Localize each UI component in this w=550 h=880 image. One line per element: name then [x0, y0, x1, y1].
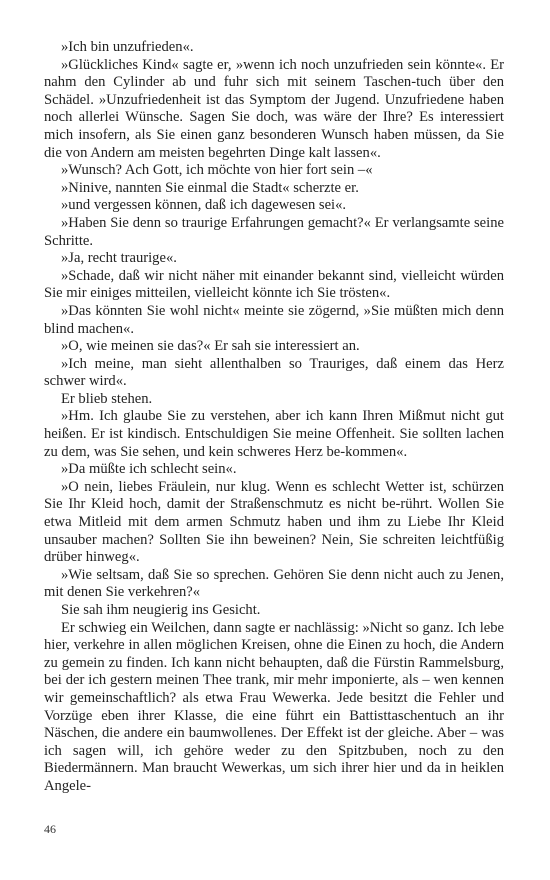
paragraph: »Ninive, nannten Sie einmal die Stadt« scherzte er.	[61, 179, 359, 196]
paragraph: »O nein, liebes Fräulein, nur klug. Wenn es schlecht Wetter ist, schürzen Sie Ihr Kleid hoch, damit der Straßenschmutz es nicht be-rührt. Wollen Sie etwa Mitleid mit dem armen Schmutz haben und ihm zu Liebe Ihr Kleid unsauber machen? Sollten Sie ihn beweinen? Nein, Sie schreiten leichtfüßig drüber hinweg«.	[44, 478, 504, 566]
paragraph: Er blieb stehen.	[61, 390, 153, 407]
paragraph: Sie sah ihm neugierig ins Gesicht.	[61, 602, 261, 618]
paragraph: »Da müßte ich schlecht sein«.	[61, 461, 237, 478]
page-number: 46	[44, 822, 56, 836]
paragraph: »Das könnten Sie wohl nicht« meinte sie zögernd, »Sie müßten mich denn blind machen«.	[44, 302, 504, 337]
paragraph: »Ja, recht traurige«.	[61, 250, 177, 267]
paragraph: »Wunsch? Ach Gott, ich möchte von hier fort sein –«	[61, 162, 373, 179]
paragraph: »Hm. Ich glaube Sie zu verstehen, aber ich kann Ihren Mißmut nicht gut heißen. Er ist kindisch. Entschuldigen Sie meine Offenheit. Sie sollten lachen zu dem, was Sie sehen, und kein schweres Herz be-kommen«.	[44, 408, 504, 460]
paragraph: »Wie seltsam, daß Sie so sprechen. Gehören Sie denn nicht auch zu Jenen, mit denen Sie verkehren?«	[44, 566, 504, 601]
paragraph: »Ich meine, man sieht allenthalben so Trauriges, daß einem das Herz schwer wird«.	[44, 355, 504, 390]
paragraph: »Haben Sie denn so traurige Erfahrungen gemacht?« Er verlangsamte seine Schritte.	[44, 214, 504, 249]
paragraph: »Ich bin unzufrieden«.	[61, 39, 194, 55]
paragraph: »O, wie meinen sie das?« Er sah sie interessiert an.	[61, 338, 360, 355]
paragraph: »Glückliches Kind« sagte er, »wenn ich noch unzufrieden sein könnte«. Er nahm den Cylinder ab und fuhr sich mit seinem Taschen-tuch über den Schädel. »Unzufriedenheit ist das Symptom der Jugend. Unzufriedene haben noch allerlei Wünsche. Sagen Sie doch, was wäre der Ihre? Es interessiert mich insofern, als Sie einen ganz besonderen Wunsch haben müssen, da Sie die von Andern am meisten begehrten Dinge kalt lassen«.	[44, 56, 504, 161]
paragraph: »und vergessen können, daß ich dagewesen sei«.	[61, 197, 347, 214]
paragraph: Er schwieg ein Weilchen, dann sagte er nachlässig: »Nicht so ganz. Ich lebe hier, verkehre in allen möglichen Kreisen, ohne die Einen zu hoch, die Andern zu gemein zu finden. Ich kann nicht behaupten, daß die Fürstin Rammelsburg, bei der ich gestern meinen Thee trank, mir mehr imponierte, als – wen kennen wir gemeinschaftlich? als etwa Frau Wewerka. Jede besitzt die Fehler und Vorzüge eben ihrer Klasse, die eine führt ein Battisttaschentuch an ihr Näschen, die andere ein baumwollenes. Der Effekt ist der gleiche. Aber – was ich sagen will, ich gehöre weder zu den Spitzbuben, noch zu den Biedermännern. Man braucht Wewerkas, um sich ihrer hier und da in heiklen Angele-	[44, 619, 504, 794]
paragraph: »Schade, daß wir nicht näher mit einander bekannt sind, vielleicht würden Sie mir einiges mitteilen, vielleicht könnte ich Sie trösten«.	[44, 267, 504, 302]
body-text	[44, 39, 504, 796]
